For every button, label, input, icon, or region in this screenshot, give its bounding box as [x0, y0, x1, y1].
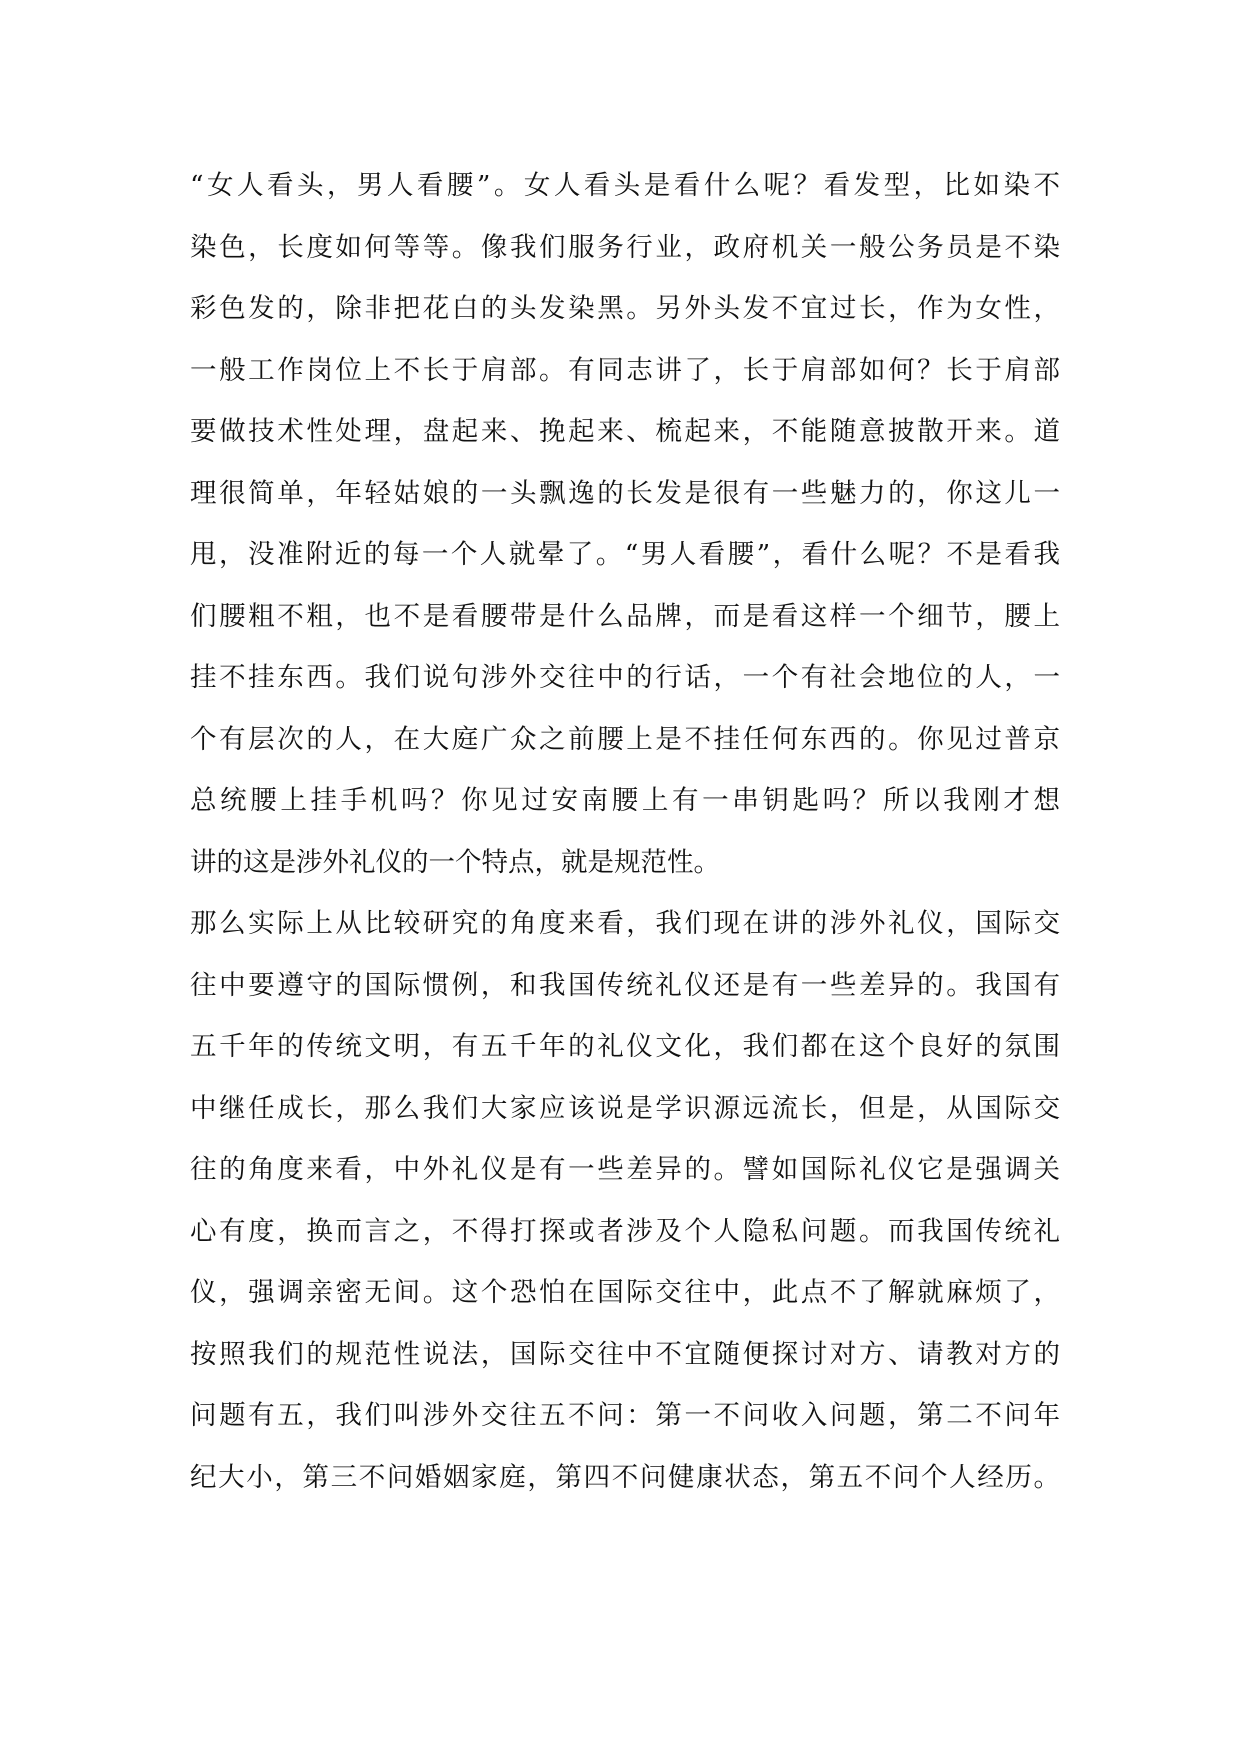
- text-line: 们腰粗不粗，也不是看腰带是什么品牌，而是看这样一个细节，腰上: [190, 600, 1060, 632]
- text-line: 讲的这是涉外礼仪的一个特点，就是规范性。: [190, 846, 720, 878]
- text-line: 心有度，换而言之，不得打探或者涉及个人隐私问题。而我国传统礼: [190, 1215, 1060, 1247]
- text-line: 按照我们的规范性说法，国际交往中不宜随便探讨对方、请教对方的: [190, 1338, 1060, 1370]
- text-line: 挂不挂东西。我们说句涉外交往中的行话，一个有社会地位的人，一: [190, 662, 1060, 693]
- text-line: 仪，强调亲密无间。这个恐怕在国际交往中，此点不了解就麻烦了，: [190, 1277, 1060, 1308]
- text-line: 那么实际上从比较研究的角度来看，我们现在讲的涉外礼仪，国际交: [190, 908, 1060, 939]
- text-line: 甩，没准附近的每一个人就晕了。“男人看腰”，看什么呢？不是看我: [190, 539, 1060, 570]
- text-line: 要做技术性处理，盘起来、挽起来、梳起来，不能随意披散开来。道: [190, 416, 1060, 447]
- text-line: 往的角度来看，中外礼仪是有一些差异的。譬如国际礼仪它是强调关: [190, 1154, 1060, 1185]
- text-line: 纪大小，第三不问婚姻家庭，第四不问健康状态，第五不问个人经历。: [190, 1461, 1060, 1493]
- text-line: 总统腰上挂手机吗？你见过安南腰上有一串钥匙吗？所以我刚才想: [190, 785, 1060, 816]
- text-line: 理很简单，年轻姑娘的一头飘逸的长发是很有一些魅力的，你这儿一: [190, 477, 1060, 509]
- body-text: [190, 155, 1060, 1508]
- text-line: 染色，长度如何等等。像我们服务行业，政府机关一般公务员是不染: [190, 231, 1060, 263]
- text-line: 个有层次的人，在大庭广众之前腰上是不挂任何东西的。你见过普京: [190, 723, 1060, 755]
- text-line: 中继任成长，那么我们大家应该说是学识源远流长，但是，从国际交: [190, 1092, 1060, 1124]
- text-line: 问题有五，我们叫涉外交往五不问：第一不问收入问题，第二不问年: [190, 1400, 1060, 1431]
- text-line: “女人看头，男人看腰”。女人看头是看什么呢？看发型，比如染不: [190, 170, 1060, 201]
- text-line: 彩色发的，除非把花白的头发染黑。另外头发不宜过长，作为女性，: [190, 293, 1060, 324]
- text-line: 一般工作岗位上不长于肩部。有同志讲了，长于肩部如何？长于肩部: [190, 354, 1060, 386]
- text-line: 五千年的传统文明，有五千年的礼仪文化，我们都在这个良好的氛围: [190, 1031, 1060, 1062]
- text-line: 往中要遵守的国际惯例，和我国传统礼仪还是有一些差异的。我国有: [190, 969, 1060, 1001]
